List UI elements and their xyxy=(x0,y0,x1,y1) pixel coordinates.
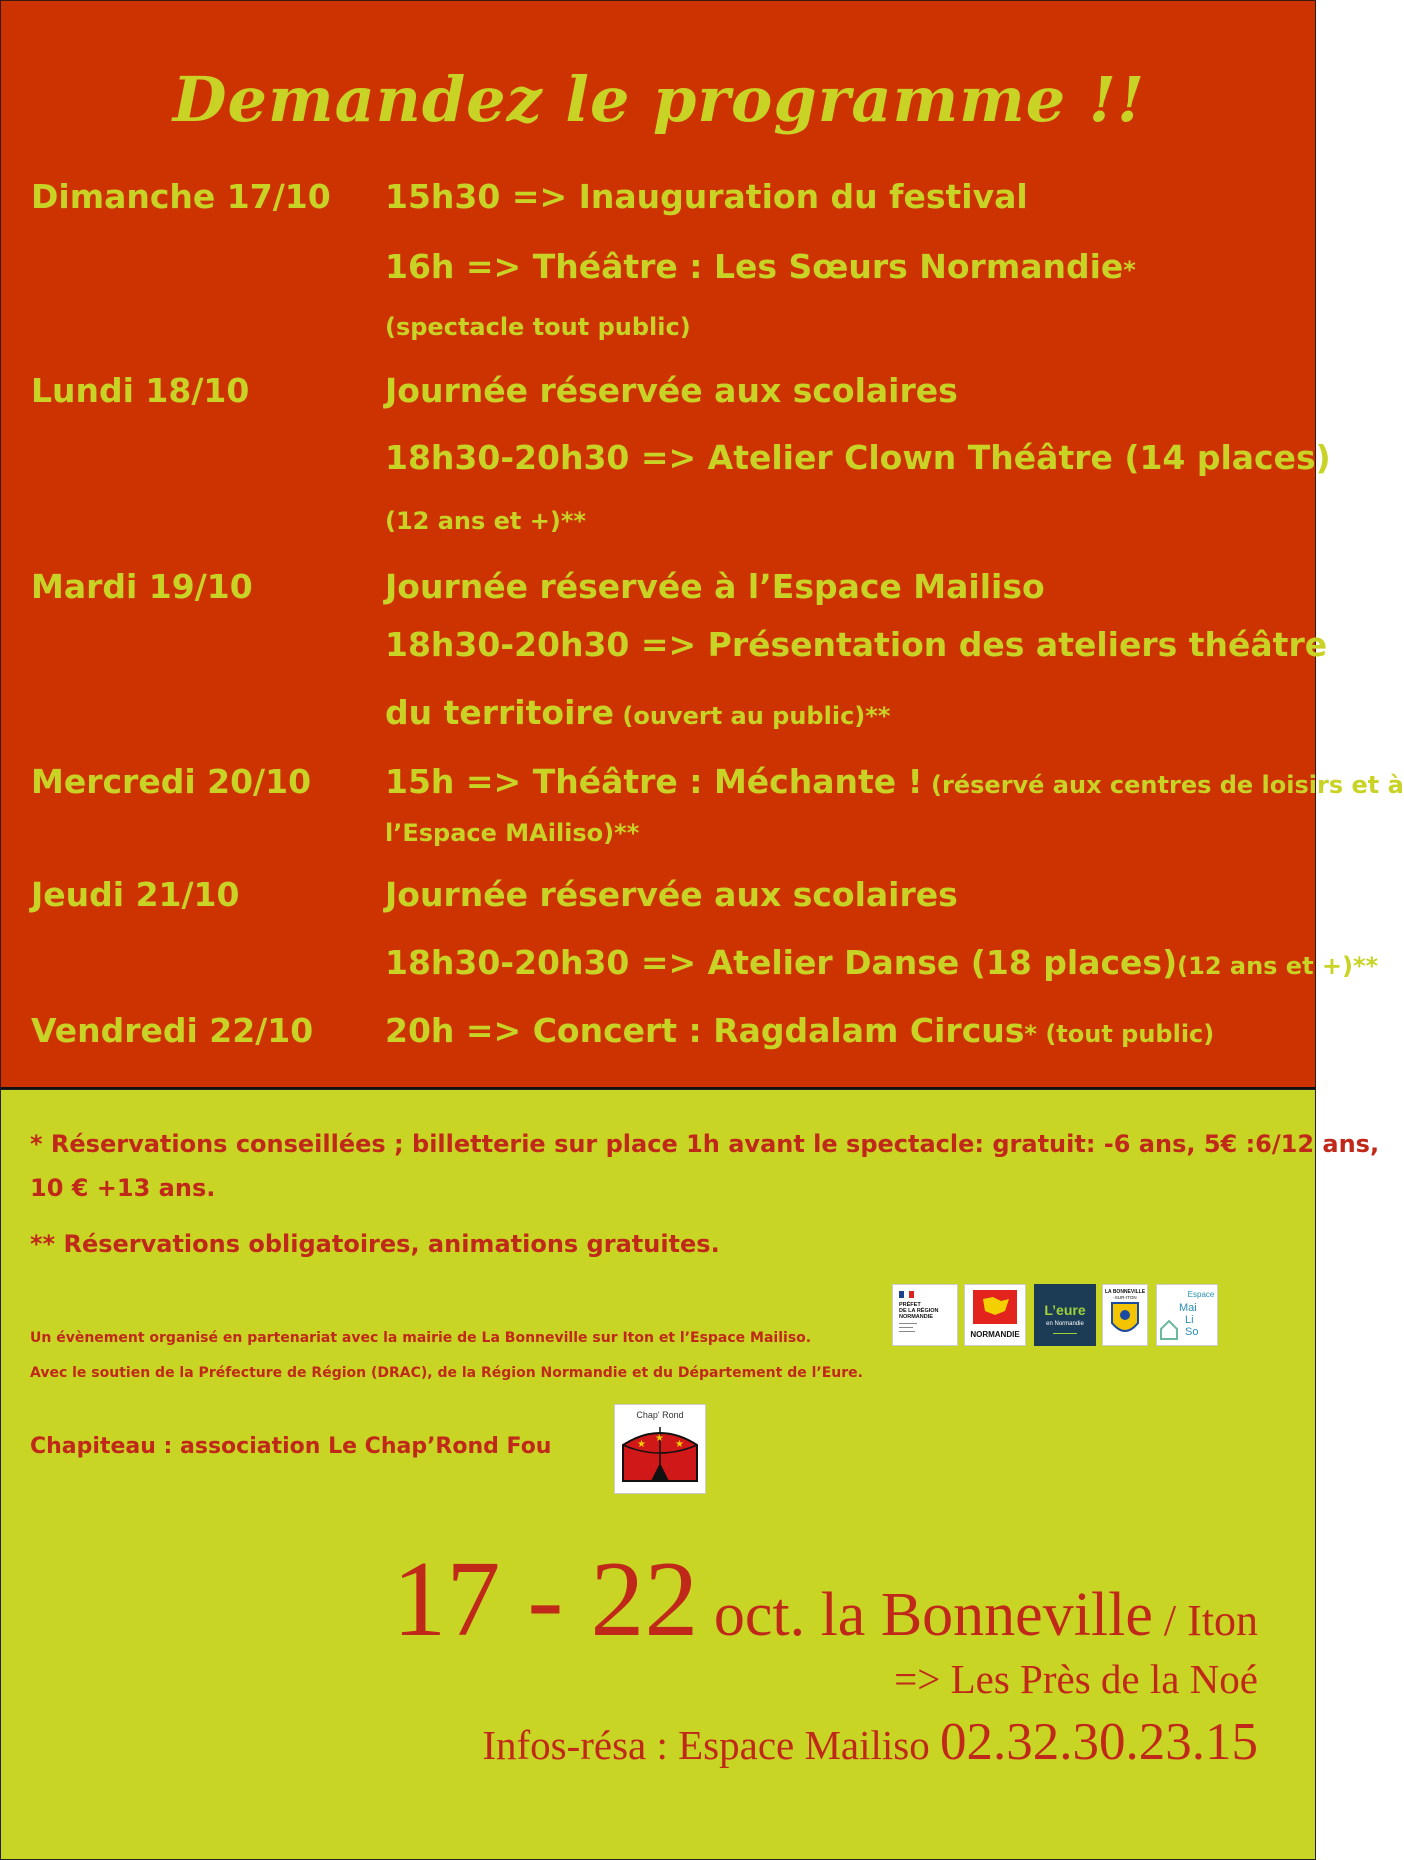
logo-text: Mai xyxy=(1179,1302,1197,1314)
event-line: 18h30-20h30 => Présentation des ateliers théâtre xyxy=(385,625,1328,664)
location-suffix: / Iton xyxy=(1152,1596,1258,1645)
logo-text: L’eure xyxy=(1044,1302,1086,1318)
star-icon: ★ xyxy=(655,1433,664,1444)
la-bonneville-logo xyxy=(1102,1284,1148,1346)
logo-text: -SUR-ITON xyxy=(1113,1295,1137,1300)
footnote-single-star-continued: 10 € +13 ans. xyxy=(30,1174,216,1202)
booking-label: Infos-résa : Espace Mailiso xyxy=(482,1722,940,1768)
date-range: 17 - 22 xyxy=(392,1540,699,1659)
event-note: (réservé aux centres de loisirs et à xyxy=(922,771,1404,799)
logo-text: NORMANDIE xyxy=(970,1330,1020,1339)
event-text: 18h30-20h30 => Atelier Danse (18 places) xyxy=(385,943,1178,982)
logo-text: So xyxy=(1185,1326,1199,1338)
event-text: 20h => Concert : Ragdalam Circus xyxy=(385,1011,1025,1050)
booking-info xyxy=(482,1712,1258,1772)
event-line xyxy=(385,247,1136,286)
event-line: 15h30 => Inauguration du festival xyxy=(385,177,1028,216)
event-note: (12 ans et +)** xyxy=(1177,952,1379,980)
day-label: Vendredi 22/10 xyxy=(31,1011,314,1050)
event-text: 15h => Théâtre : Méchante ! xyxy=(385,762,923,801)
day-label: Jeudi 21/10 xyxy=(31,875,240,914)
venue: => Les Près de la Noé xyxy=(894,1656,1258,1702)
event-note: (spectacle tout public) xyxy=(385,313,691,341)
event-note: (ouvert au public)** xyxy=(614,702,891,730)
day-label: Lundi 18/10 xyxy=(31,371,250,410)
star-icon: ★ xyxy=(675,1439,684,1450)
event-line: Journée réservée à l’Espace Mailiso xyxy=(385,567,1045,606)
day-label: Dimanche 17/10 xyxy=(31,177,331,216)
event-line xyxy=(385,1011,1214,1050)
prefet-normandie-logo xyxy=(892,1284,958,1346)
day-label: Mardi 19/10 xyxy=(31,567,253,606)
logo-text: LA BONNEVILLE xyxy=(1104,1289,1146,1295)
event-line xyxy=(385,693,890,732)
logo-text: en Normandie xyxy=(1046,1321,1084,1327)
event-note: (12 ans et +)** xyxy=(385,507,586,535)
event-note: l’Espace MAiliso)** xyxy=(385,819,640,847)
event-text: 16h => Théâtre : Les Sœurs Normandie xyxy=(385,247,1124,286)
chapiteau-credit: Chapiteau : association Le Chap’Rond Fou xyxy=(30,1434,552,1459)
festival-dates xyxy=(392,1538,1258,1662)
partnership-text: Un évènement organisé en partenariat avec la mairie de La Bonneville sur Iton et l’Espace Mailiso. xyxy=(30,1330,812,1346)
booking-phone: 02.32.30.23.15 xyxy=(940,1713,1258,1771)
footnote-double-star: ** Réservations obligatoires, animations gratuites. xyxy=(30,1230,720,1258)
logo-text: Chap' Rond xyxy=(636,1410,684,1420)
logo-text: Espace xyxy=(1187,1290,1215,1299)
day-label: Mercredi 20/10 xyxy=(31,762,312,801)
event-note: * xyxy=(1123,256,1136,284)
event-line: Journée réservée aux scolaires xyxy=(385,371,958,410)
event-line: 18h30-20h30 => Atelier Clown Théâtre (14 places) xyxy=(385,438,1331,477)
programme-title: Demandez le programme !! xyxy=(172,63,1146,136)
event-text: du territoire xyxy=(385,693,615,732)
star-icon: ★ xyxy=(637,1439,646,1450)
espace-mailiso-logo xyxy=(1156,1284,1218,1346)
logo-text: NORMANDIE xyxy=(899,1314,933,1320)
support-text: Avec le soutien de la Préfecture de Région (DRAC), de la Région Normandie et du Département de l’Eure. xyxy=(30,1365,863,1381)
chap-rond-fou-logo xyxy=(614,1404,706,1494)
logo-text: DE LA RÉGION xyxy=(899,1308,939,1314)
region-normandie-logo xyxy=(964,1284,1026,1346)
location-name: oct. la Bonneville xyxy=(698,1581,1153,1649)
footnote-single-star: * Réservations conseillées ; billetterie sur place 1h avant le spectacle: gratuit: -6 ans, 5€ :6/12 ans, xyxy=(30,1130,1380,1158)
logo-text: Li xyxy=(1185,1314,1194,1326)
event-note: * (tout public) xyxy=(1024,1020,1215,1048)
eure-departement-logo xyxy=(1034,1284,1096,1346)
event-line xyxy=(385,762,1404,801)
event-line xyxy=(385,943,1378,982)
event-line: Journée réservée aux scolaires xyxy=(385,875,958,914)
logo-text: PRÉFET xyxy=(899,1302,921,1308)
